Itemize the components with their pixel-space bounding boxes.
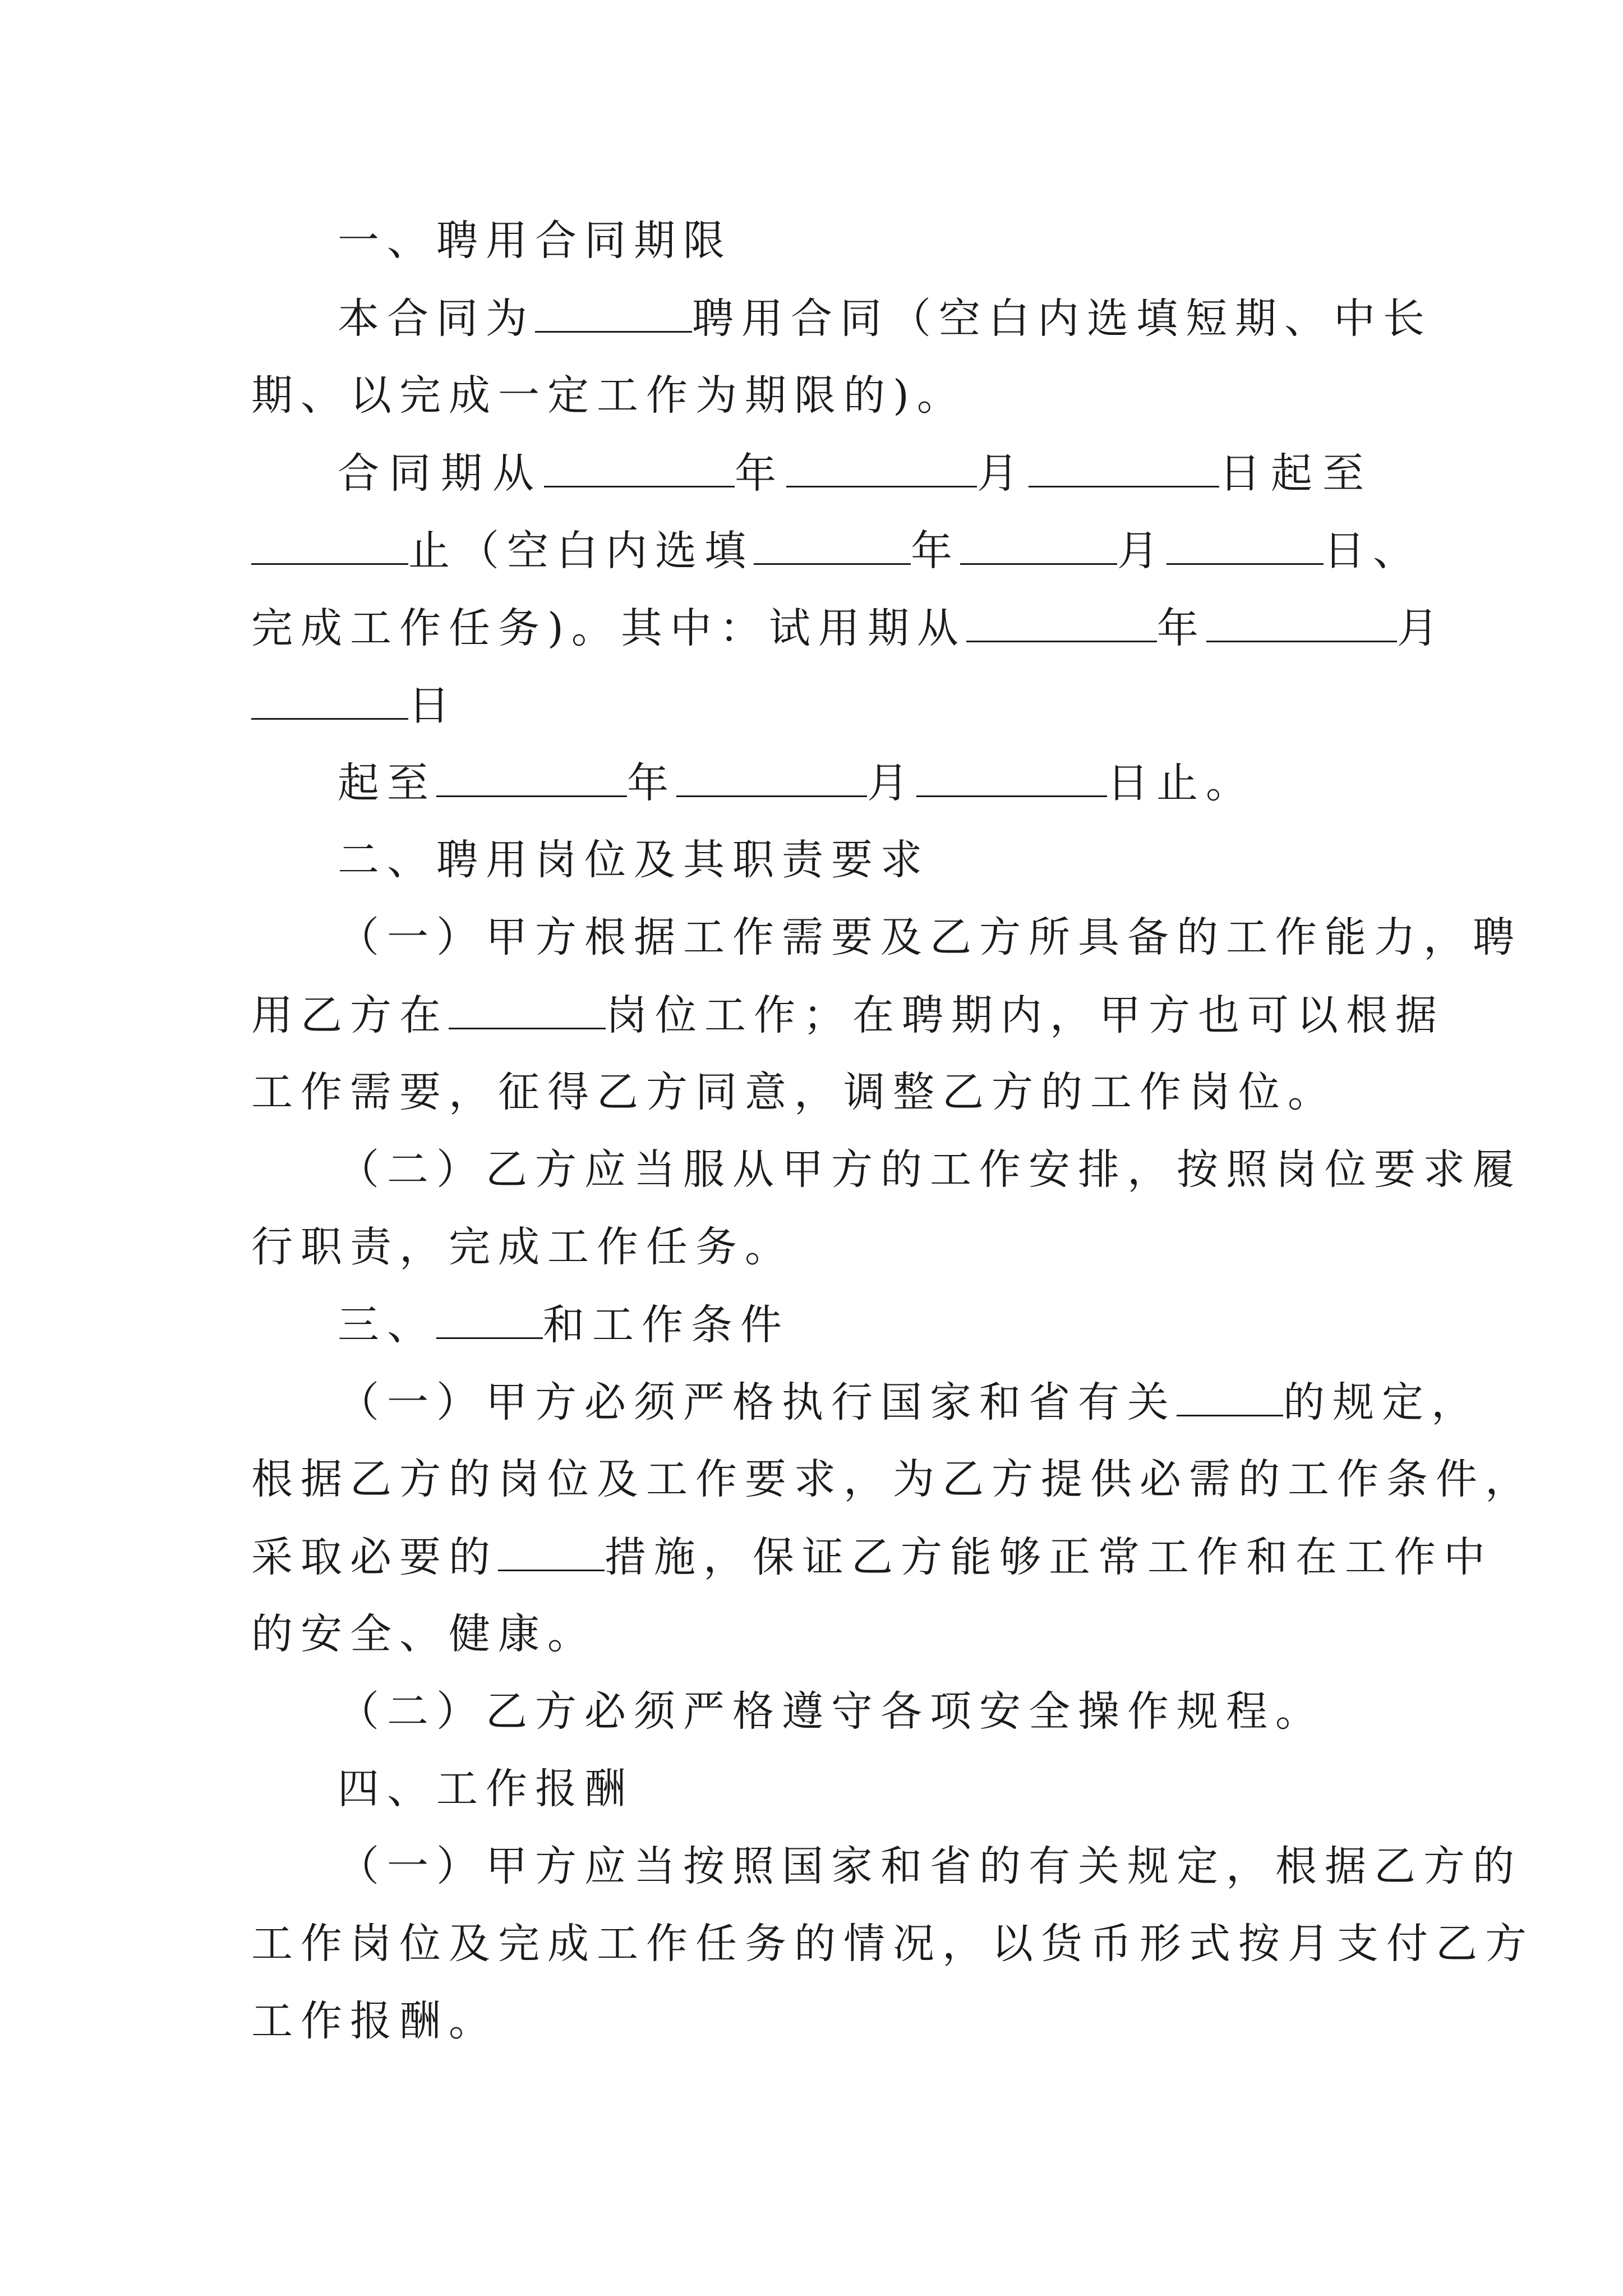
text: 月 (977, 449, 1029, 498)
blank-field[interactable] (1166, 530, 1324, 565)
paragraph-line (251, 1068, 1337, 1116)
text: 本合同为 (338, 295, 535, 343)
text: 工作报酬。 (251, 1997, 498, 2045)
text: 年 (911, 527, 960, 575)
paragraph (338, 1687, 1325, 1736)
paragraph-line (251, 682, 458, 730)
blank-field[interactable] (754, 530, 911, 565)
text: 的安全、健康。 (251, 1610, 597, 1658)
text: （二）乙方应当服从甲方的工作安排，按照岗位要求履 (338, 1145, 1522, 1194)
paragraph-line (251, 527, 1422, 575)
blank-field[interactable] (960, 530, 1117, 565)
text: 岗位工作；在聘期内，甲方也可以根据 (606, 991, 1445, 1039)
paragraph-line (251, 1455, 1534, 1503)
paragraph-line (251, 604, 1446, 652)
text: （一）甲方根据工作需要及乙方所具备的工作能力，聘 (338, 913, 1522, 961)
text: 日、 (1324, 527, 1422, 575)
text: 聘用合同（空白内选填短期、中长 (692, 295, 1432, 343)
paragraph-line (251, 1610, 597, 1658)
paragraph-line (251, 1533, 1493, 1581)
heading-text: 和工作条件 (543, 1301, 790, 1349)
text: 日止。 (1107, 759, 1255, 807)
paragraph-line (251, 371, 966, 420)
text: 起至 (338, 759, 436, 807)
text: 期、以完成一定工作为期限的)。 (251, 371, 966, 420)
text: 月 (1396, 604, 1446, 652)
text: 的规定， (1283, 1378, 1481, 1427)
text: 工作需要，征得乙方同意，调整乙方的工作岗位。 (251, 1068, 1337, 1116)
paragraph (338, 295, 1432, 343)
paragraph (338, 913, 1522, 961)
paragraph (338, 759, 1255, 807)
text: 年 (1156, 604, 1206, 652)
heading-text: 二、聘用岗位及其职责要求 (338, 836, 930, 884)
paragraph (338, 1378, 1481, 1427)
text: 根据乙方的岗位及工作要求，为乙方提供必需的工作条件， (251, 1455, 1534, 1503)
blank-field[interactable] (1177, 1381, 1283, 1416)
section-1-heading (338, 217, 732, 265)
text: 止（空白内选填 (408, 527, 754, 575)
text: 行职责，完成工作任务。 (251, 1223, 794, 1271)
text: 日 (408, 682, 458, 730)
text: 用乙方在 (251, 991, 449, 1039)
heading-text: 一、聘用合同期限 (338, 217, 732, 265)
text: 月 (867, 759, 916, 807)
blank-field[interactable] (436, 1304, 543, 1339)
blank-field[interactable] (251, 684, 408, 720)
heading-text: 三、 (338, 1301, 436, 1349)
blank-field[interactable] (786, 452, 977, 487)
section-4-heading (338, 1765, 634, 1813)
blank-field[interactable] (966, 607, 1157, 642)
blank-field[interactable] (1029, 452, 1219, 487)
text: （一）甲方必须严格执行国家和省有关 (338, 1378, 1177, 1427)
text: 采取必要的 (251, 1533, 498, 1581)
paragraph-line (251, 1223, 794, 1271)
blank-field[interactable] (498, 1536, 605, 1571)
blank-field[interactable] (676, 762, 867, 797)
paragraph-line (251, 1997, 498, 2045)
paragraph (338, 1842, 1522, 1890)
section-3-heading (338, 1301, 790, 1349)
paragraph-line (251, 991, 1445, 1039)
text: 日起至 (1219, 449, 1374, 498)
blank-field[interactable] (449, 994, 606, 1029)
paragraph (338, 1145, 1522, 1194)
text: 月 (1117, 527, 1166, 575)
paragraph (338, 449, 1374, 498)
blank-field[interactable] (535, 297, 692, 333)
text: 工作岗位及完成工作任务的情况，以货币形式按月支付乙方 (251, 1920, 1534, 1968)
section-2-heading (338, 836, 930, 884)
text: 年 (627, 759, 676, 807)
blank-field[interactable] (544, 452, 735, 487)
heading-text: 四、工作报酬 (338, 1765, 634, 1813)
blank-field[interactable] (1206, 607, 1397, 642)
text: 完成工作任务)。其中：试用期从 (251, 604, 966, 652)
paragraph-line (251, 1920, 1534, 1968)
text: 措施，保证乙方能够正常工作和在工作中 (605, 1533, 1493, 1581)
blank-field[interactable] (916, 762, 1107, 797)
text: 合同期从 (338, 449, 544, 498)
text: （二）乙方必须严格遵守各项安全操作规程。 (338, 1687, 1325, 1736)
blank-field[interactable] (251, 530, 408, 565)
text: 年 (735, 449, 786, 498)
blank-field[interactable] (436, 762, 627, 797)
text: （一）甲方应当按照国家和省的有关规定，根据乙方的 (338, 1842, 1522, 1890)
